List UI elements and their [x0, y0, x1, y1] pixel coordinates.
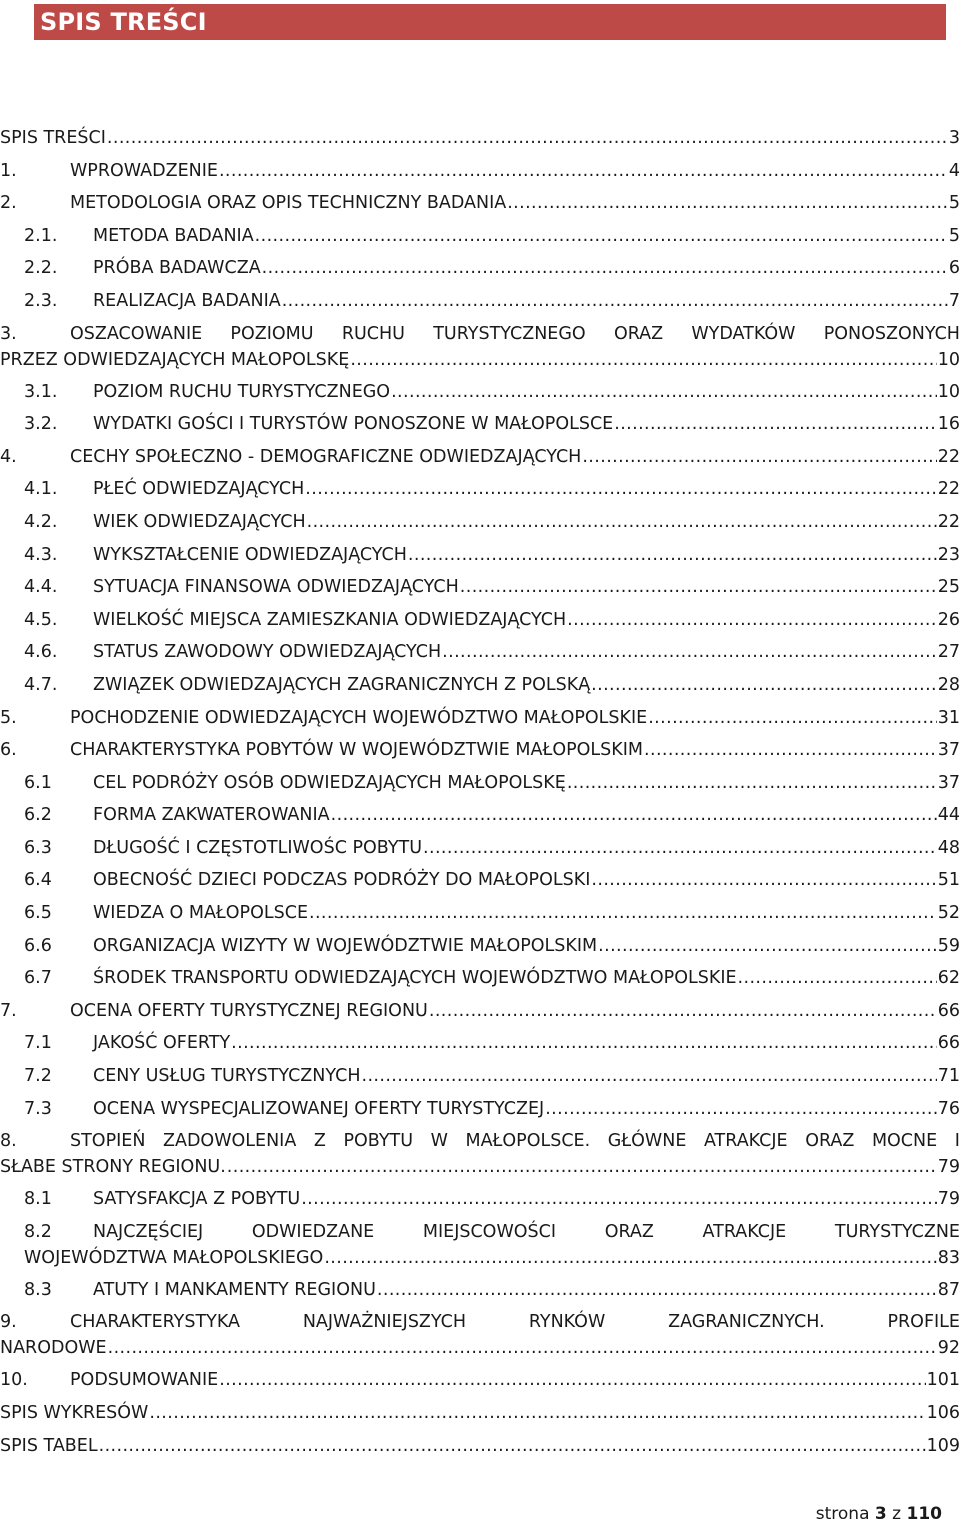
toc-entry-number: 4.7.	[24, 674, 58, 695]
toc-entry-title: ŚRODEK TRANSPORTU ODWIEDZAJĄCYCH WOJEWÓDZTWO MAŁOPOLSKIE	[93, 968, 737, 989]
toc-entry[interactable]	[0, 376, 960, 409]
toc-entry-page: 92	[937, 1338, 960, 1359]
footer-current-page: 3	[874, 1504, 887, 1524]
dot-leader	[598, 930, 937, 963]
toc-entry-number: 4.6.	[24, 642, 58, 663]
dot-leader	[648, 702, 937, 735]
toc-entry-title: OSZACOWANIE POZIOMU RUCHU TURYSTYCZNEGO ORAZ WYDATKÓW PONOSZONYCH	[70, 323, 960, 344]
toc-entry-number: 4.2.	[24, 511, 58, 532]
toc-entry-title: CHARAKTERYSTYKA POBYTÓW W WOJEWÓDZTWIE MAŁOPOLSKIM	[70, 740, 644, 761]
toc-entry[interactable]	[0, 473, 960, 506]
dot-leader	[108, 1332, 937, 1365]
dot-leader	[282, 285, 948, 318]
dot-leader	[567, 604, 937, 637]
toc-entry-title: DŁUGOŚĆ I CZĘSTOTLIWOŚC POBYTU	[93, 837, 423, 858]
toc-entry-page: 28	[937, 674, 960, 695]
toc-entry[interactable]	[0, 669, 960, 702]
toc-entry[interactable]	[0, 1306, 960, 1364]
toc-entry[interactable]	[0, 187, 960, 220]
dot-leader	[582, 441, 936, 474]
dot-leader	[107, 122, 948, 155]
toc-entry-title: METODOLOGIA ORAZ OPIS TECHNICZNY BADANIA	[70, 193, 507, 214]
footer-prefix: strona	[815, 1504, 870, 1524]
toc-entry-title: OCENA WYSPECJALIZOWANEJ OFERTY TURYSTYCZEJ	[93, 1098, 545, 1119]
toc-entry[interactable]	[0, 962, 960, 995]
toc-entry-title: ORGANIZACJA WIZYTY W WOJEWÓDZTWIE MAŁOPOLSKIM	[93, 935, 598, 956]
toc-entry-page: 10	[937, 349, 960, 370]
dot-leader	[460, 571, 937, 604]
toc-entry-title: POZIOM RUCHU TURYSTYCZNEGO	[93, 381, 391, 402]
toc-entry-page: 59	[937, 935, 960, 956]
toc-entry-title-continued: WOJEWÓDZTWA MAŁOPOLSKIEGO	[24, 1247, 324, 1268]
toc-entry-page: 3	[948, 128, 960, 148]
toc-entry-title: PŁEĆ ODWIEDZAJĄCYCH	[93, 479, 305, 500]
toc-entry-title: WIELKOŚĆ MIEJSCA ZAMIESZKANIA ODWIEDZAJĄCYCH	[93, 609, 567, 630]
toc-entry-number: 6.	[0, 740, 17, 761]
toc-entry[interactable]	[0, 995, 960, 1028]
toc-entry[interactable]	[0, 864, 960, 897]
toc-entry-page: 23	[937, 544, 960, 565]
toc-entry-page: 26	[937, 609, 960, 630]
toc-entry-title: SPIS TABEL	[0, 1435, 98, 1456]
toc-entry-page: 44	[937, 805, 960, 826]
toc-entry[interactable]	[0, 734, 960, 767]
toc-entry-title: REALIZACJA BADANIA	[93, 290, 281, 311]
toc-entry[interactable]	[0, 441, 960, 474]
toc-entry-title: PRÓBA BADAWCZA	[93, 258, 261, 279]
dot-leader	[423, 832, 937, 865]
dot-leader	[591, 669, 937, 702]
toc-entry-title: SYTUACJA FINANSOWA ODWIEDZAJĄCYCH	[93, 577, 459, 598]
dot-leader	[305, 473, 936, 506]
toc-entry-title: STATUS ZAWODOWY ODWIEDZAJĄCYCH	[93, 642, 442, 663]
toc-entry-title: SATYSFAKCJA Z POBYTU	[93, 1189, 301, 1210]
toc-entry-title-continued: SŁABE STRONY REGIONU.	[0, 1157, 226, 1178]
toc-entry-number: 3.2.	[24, 414, 58, 435]
toc-entry-number: 4.5.	[24, 609, 58, 630]
toc-entry-page: 5	[948, 193, 960, 214]
toc-entry-number: 9.	[0, 1312, 17, 1333]
dot-leader	[262, 252, 948, 285]
toc-entry-title: ZWIĄZEK ODWIEDZAJĄCYCH ZAGRANICZNYCH Z POLSKĄ	[93, 674, 591, 695]
toc-entry-title: WYKSZTAŁCENIE ODWIEDZAJĄCYCH	[93, 544, 407, 565]
dot-leader	[219, 155, 948, 188]
toc-entry-number: 2.	[0, 193, 17, 214]
toc-entry-number: 6.1	[24, 772, 52, 793]
toc-entry[interactable]	[0, 408, 960, 441]
dot-leader	[307, 506, 937, 539]
toc-entry[interactable]	[0, 1093, 960, 1126]
toc-entry-page: 79	[937, 1189, 960, 1210]
toc-entry[interactable]	[0, 1183, 960, 1216]
dot-leader	[99, 1430, 926, 1463]
toc-entry[interactable]	[0, 1125, 960, 1183]
dot-leader	[591, 864, 936, 897]
toc-entry[interactable]	[0, 1216, 960, 1274]
toc-entry-page: 37	[937, 740, 960, 761]
toc-entry-number: 8.3	[24, 1279, 52, 1300]
page-footer	[816, 1504, 942, 1524]
toc-entry-page: 6	[948, 258, 960, 279]
toc-entry-title: JAKOŚĆ OFERTY	[93, 1033, 231, 1054]
toc-entry[interactable]	[0, 1364, 960, 1397]
toc-entry-number: 7.3	[24, 1098, 52, 1119]
toc-entry[interactable]	[0, 897, 960, 930]
toc-entry-title: OBECNOŚĆ DZIECI PODCZAS PODRÓŻY DO MAŁOPOLSKI	[93, 870, 591, 891]
toc-entry-page: 48	[937, 837, 960, 858]
toc-entry-title: WYDATKI GOŚCI I TURYSTÓW PONOSZONE W MAŁOPOLSCE	[93, 414, 614, 435]
toc-entry[interactable]	[0, 539, 960, 572]
toc-entry-page: 62	[937, 968, 960, 989]
toc-entry-number: 6.6	[24, 935, 52, 956]
dot-leader	[350, 344, 936, 377]
toc-entry[interactable]	[0, 220, 960, 253]
toc-entry-number: 2.1.	[24, 225, 58, 246]
toc-entry-number: 2.2.	[24, 258, 58, 279]
toc-entry-page: 76	[937, 1098, 960, 1119]
toc-entry-title: WIEDZA O MAŁOPOLSCE	[93, 903, 308, 924]
toc-entry[interactable]	[0, 155, 960, 188]
dot-leader	[227, 1151, 937, 1184]
dot-leader	[255, 220, 948, 253]
dot-leader	[614, 408, 936, 441]
dot-leader	[361, 1060, 936, 1093]
dot-leader	[149, 1397, 925, 1430]
toc-entry-page: 71	[937, 1066, 960, 1087]
toc-entry-number: 1.	[0, 160, 17, 181]
toc-entry-title: STOPIEŃ ZADOWOLENIA Z POBYTU W MAŁOPOLSCE. GŁÓWNE ATRAKCJE ORAZ MOCNE I	[70, 1131, 960, 1152]
dot-leader	[309, 897, 937, 930]
toc-entry[interactable]	[0, 1027, 960, 1060]
dot-leader	[429, 995, 937, 1028]
toc-entry-number: 10.	[0, 1370, 28, 1391]
toc-entry-title: WPROWADZENIE	[70, 160, 218, 181]
toc-entry[interactable]	[0, 930, 960, 963]
toc-entry-title: SPIS WYKRESÓW	[0, 1403, 149, 1423]
toc-entry-title: FORMA ZAKWATEROWANIA	[93, 805, 330, 826]
toc-entry-page: 5	[948, 225, 960, 246]
toc-entry-page: 7	[948, 290, 960, 311]
toc-entry[interactable]	[0, 799, 960, 832]
toc-entry-page: 101	[926, 1370, 960, 1391]
dot-leader	[567, 767, 937, 800]
toc-entry[interactable]	[0, 702, 960, 735]
toc-entry-number: 8.	[0, 1131, 17, 1152]
toc-entry-number: 4.1.	[24, 479, 58, 500]
toc-entry-title: OCENA OFERTY TURYSTYCZNEJ REGIONU	[70, 1000, 428, 1021]
toc-entry-title: ATUTY I MANKAMENTY REGIONU	[93, 1279, 376, 1300]
toc-entry-page: 37	[937, 772, 960, 793]
toc-entry[interactable]	[0, 1397, 960, 1430]
toc-entry-title: CENY USŁUG TURYSTYCZNYCH	[93, 1066, 361, 1087]
toc-entry-title: PODSUMOWANIE	[70, 1370, 219, 1391]
toc-entry-title: METODA BADANIA	[93, 225, 254, 246]
toc-entry-page: 27	[937, 642, 960, 663]
toc-entry-page: 4	[948, 160, 960, 181]
toc-entry-title: CECHY SPOŁECZNO - DEMOGRAFICZNE ODWIEDZAJĄCYCH	[70, 446, 582, 467]
toc-entry-page: 79	[937, 1157, 960, 1178]
toc-entry[interactable]	[0, 122, 960, 155]
toc-entry-page: 106	[926, 1403, 960, 1423]
toc-entry-title: POCHODZENIE ODWIEDZAJĄCYCH WOJEWÓDZTWO MAŁOPOLSKIE	[70, 707, 648, 728]
dot-leader	[507, 187, 948, 220]
dot-leader	[644, 734, 937, 767]
toc-entry-page: 31	[937, 707, 960, 728]
toc-entry[interactable]	[0, 285, 960, 318]
toc-entry-page: 66	[937, 1000, 960, 1021]
toc-entry[interactable]	[0, 1274, 960, 1307]
toc-entry-number: 8.2	[24, 1221, 52, 1242]
footer-total-pages: 110	[906, 1504, 942, 1524]
toc-entry-page: 87	[937, 1279, 960, 1300]
toc-entry-title: WIEK ODWIEDZAJĄCYCH	[93, 511, 306, 532]
toc-entry-title: CEL PODRÓŻY OSÓB ODWIEDZAJĄCYCH MAŁOPOLSKĘ	[93, 772, 566, 793]
toc-entry-number: 8.1	[24, 1189, 52, 1210]
toc-entry-page: 66	[937, 1033, 960, 1054]
dot-leader	[545, 1093, 937, 1126]
header-bar	[34, 4, 946, 40]
toc-entry-title-continued: NARODOWE	[0, 1338, 107, 1359]
toc-entry[interactable]	[0, 252, 960, 285]
toc-entry-page: 52	[937, 903, 960, 924]
toc-entry-number: 4.	[0, 446, 17, 467]
toc-entry-page: 25	[937, 577, 960, 598]
toc-entry[interactable]	[0, 571, 960, 604]
dot-leader	[408, 539, 937, 572]
dot-leader	[331, 799, 937, 832]
toc-entry-page: 16	[937, 414, 960, 435]
toc-entry[interactable]	[0, 1060, 960, 1093]
toc-entry-page: 109	[926, 1435, 960, 1456]
toc-entry-number: 3.	[0, 323, 17, 344]
toc-entry-page: 22	[937, 446, 960, 467]
page-title: SPIS TREŚCI	[40, 8, 207, 36]
toc-entry-number: 6.4	[24, 870, 52, 891]
toc-entry-number: 7.	[0, 1000, 17, 1021]
toc-entry-page: 51	[937, 870, 960, 891]
dot-leader	[301, 1183, 937, 1216]
toc-entry-number: 3.1.	[24, 381, 58, 402]
dot-leader	[231, 1027, 937, 1060]
toc-entry-number: 6.5	[24, 903, 52, 924]
toc-entry-page: 22	[937, 479, 960, 500]
toc-entry-title: SPIS TREŚCI	[0, 128, 106, 148]
table-of-contents	[0, 122, 960, 1462]
toc-entry[interactable]	[0, 767, 960, 800]
toc-entry-number: 7.1	[24, 1033, 52, 1054]
toc-entry-number: 6.3	[24, 837, 52, 858]
dot-leader	[324, 1242, 936, 1275]
toc-entry-page: 22	[937, 511, 960, 532]
toc-entry-title: NAJCZĘŚCIEJ ODWIEDZANE MIEJSCOWOŚCI ORAZ ATRAKCJE TURYSTYCZNE	[93, 1221, 960, 1242]
toc-entry-title-continued: PRZEZ ODWIEDZAJĄCYCH MAŁOPOLSKĘ	[0, 349, 350, 370]
dot-leader	[391, 376, 937, 409]
toc-entry-number: 7.2	[24, 1066, 52, 1087]
footer-sep: z	[892, 1504, 902, 1524]
toc-entry[interactable]	[0, 506, 960, 539]
toc-entry-number: 6.7	[24, 968, 52, 989]
toc-entry[interactable]	[0, 636, 960, 669]
dot-leader	[442, 636, 937, 669]
toc-entry-page: 83	[937, 1247, 960, 1268]
toc-entry[interactable]	[0, 604, 960, 637]
toc-entry-number: 4.4.	[24, 577, 58, 598]
toc-entry-number: 6.2	[24, 805, 52, 826]
dot-leader	[377, 1274, 937, 1307]
toc-entry-number: 5.	[0, 707, 17, 728]
toc-entry[interactable]	[0, 832, 960, 865]
toc-entry[interactable]	[0, 318, 960, 376]
toc-entry-page: 10	[937, 381, 960, 402]
toc-entry-number: 4.3.	[24, 544, 58, 565]
dot-leader	[738, 962, 937, 995]
toc-entry-number: 2.3.	[24, 290, 58, 311]
toc-entry[interactable]	[0, 1430, 960, 1463]
dot-leader	[219, 1364, 925, 1397]
toc-entry-title: CHARAKTERYSTYKA NAJWAŻNIEJSZYCH RYNKÓW ZAGRANICZNYCH. PROFILE	[70, 1312, 960, 1333]
